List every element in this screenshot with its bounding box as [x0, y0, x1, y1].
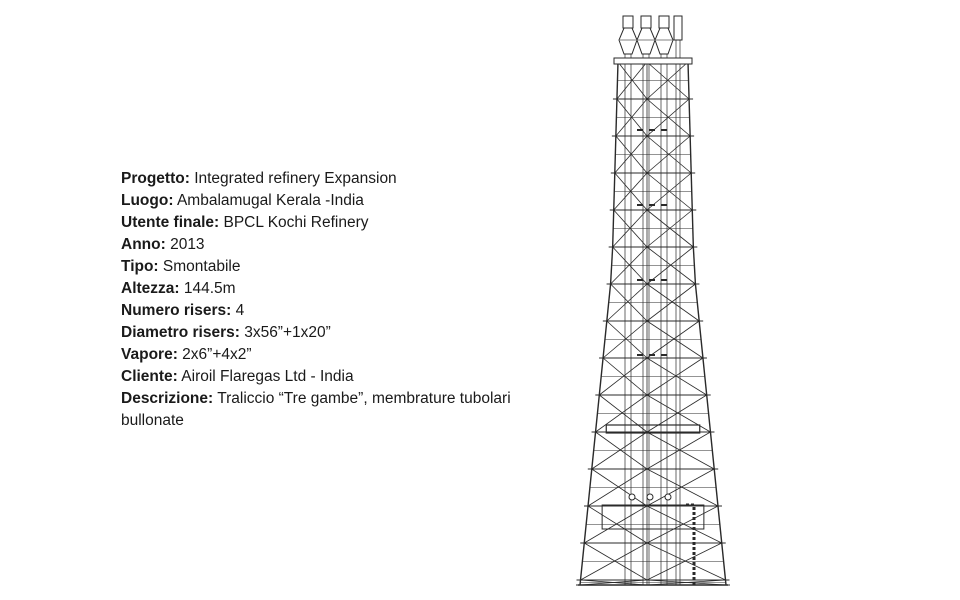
field-value: Traliccio “Tre gambe”, membrature tubolari bullonate [121, 390, 511, 429]
riser-pipe [676, 30, 680, 585]
flare-tip-body [637, 28, 655, 54]
field-anno [121, 234, 551, 256]
field-label: Cliente: [121, 368, 178, 385]
riser-valve [665, 494, 671, 500]
flare-tip-body [619, 28, 637, 54]
field-value: 3x56”+1x20” [239, 324, 331, 341]
flare-tower-drawing [570, 0, 750, 600]
tower-elevation-svg [570, 0, 750, 600]
field-diametro-risers [121, 322, 551, 344]
field-label: Altezza: [121, 280, 180, 297]
access-ladder [686, 505, 694, 585]
field-label: Utente finale: [121, 214, 220, 231]
field-label: Diametro risers: [121, 324, 240, 341]
field-label: Vapore: [121, 346, 178, 363]
flare-tip-head [623, 16, 633, 28]
field-value: Smontabile [158, 258, 241, 275]
field-luogo [121, 190, 551, 212]
field-label: Luogo: [121, 192, 174, 209]
field-value: Ambalamugal Kerala -India [173, 192, 364, 209]
field-value: 2013 [165, 236, 205, 253]
field-label: Tipo: [121, 258, 159, 275]
riser-valve [629, 494, 635, 500]
field-label: Anno: [121, 236, 166, 253]
flare-tip-head [641, 16, 651, 28]
field-tipo [121, 256, 551, 278]
field-value: BPCL Kochi Refinery [219, 214, 369, 231]
field-descrizione [121, 388, 551, 432]
project-info-panel [121, 168, 551, 432]
field-numero-risers [121, 300, 551, 322]
field-label: Descrizione: [121, 390, 214, 407]
riser-valve [647, 494, 653, 500]
field-value: 4 [231, 302, 245, 319]
field-utente-finale [121, 212, 551, 234]
small-flare-tip [674, 16, 682, 40]
field-label: Progetto: [121, 170, 190, 187]
top-platform [614, 58, 692, 64]
flare-tip-head [659, 16, 669, 28]
field-altezza [121, 278, 551, 300]
field-progetto [121, 168, 551, 190]
flare-tip-body [655, 28, 673, 54]
field-value: 144.5m [179, 280, 236, 297]
riser-pipe [643, 30, 649, 585]
field-vapore [121, 344, 551, 366]
field-label: Numero risers: [121, 302, 232, 319]
field-cliente [121, 366, 551, 388]
field-value: Airoil Flaregas Ltd - India [177, 368, 354, 385]
field-value: 2x6”+4x2” [177, 346, 252, 363]
field-value: Integrated refinery Expansion [189, 170, 397, 187]
